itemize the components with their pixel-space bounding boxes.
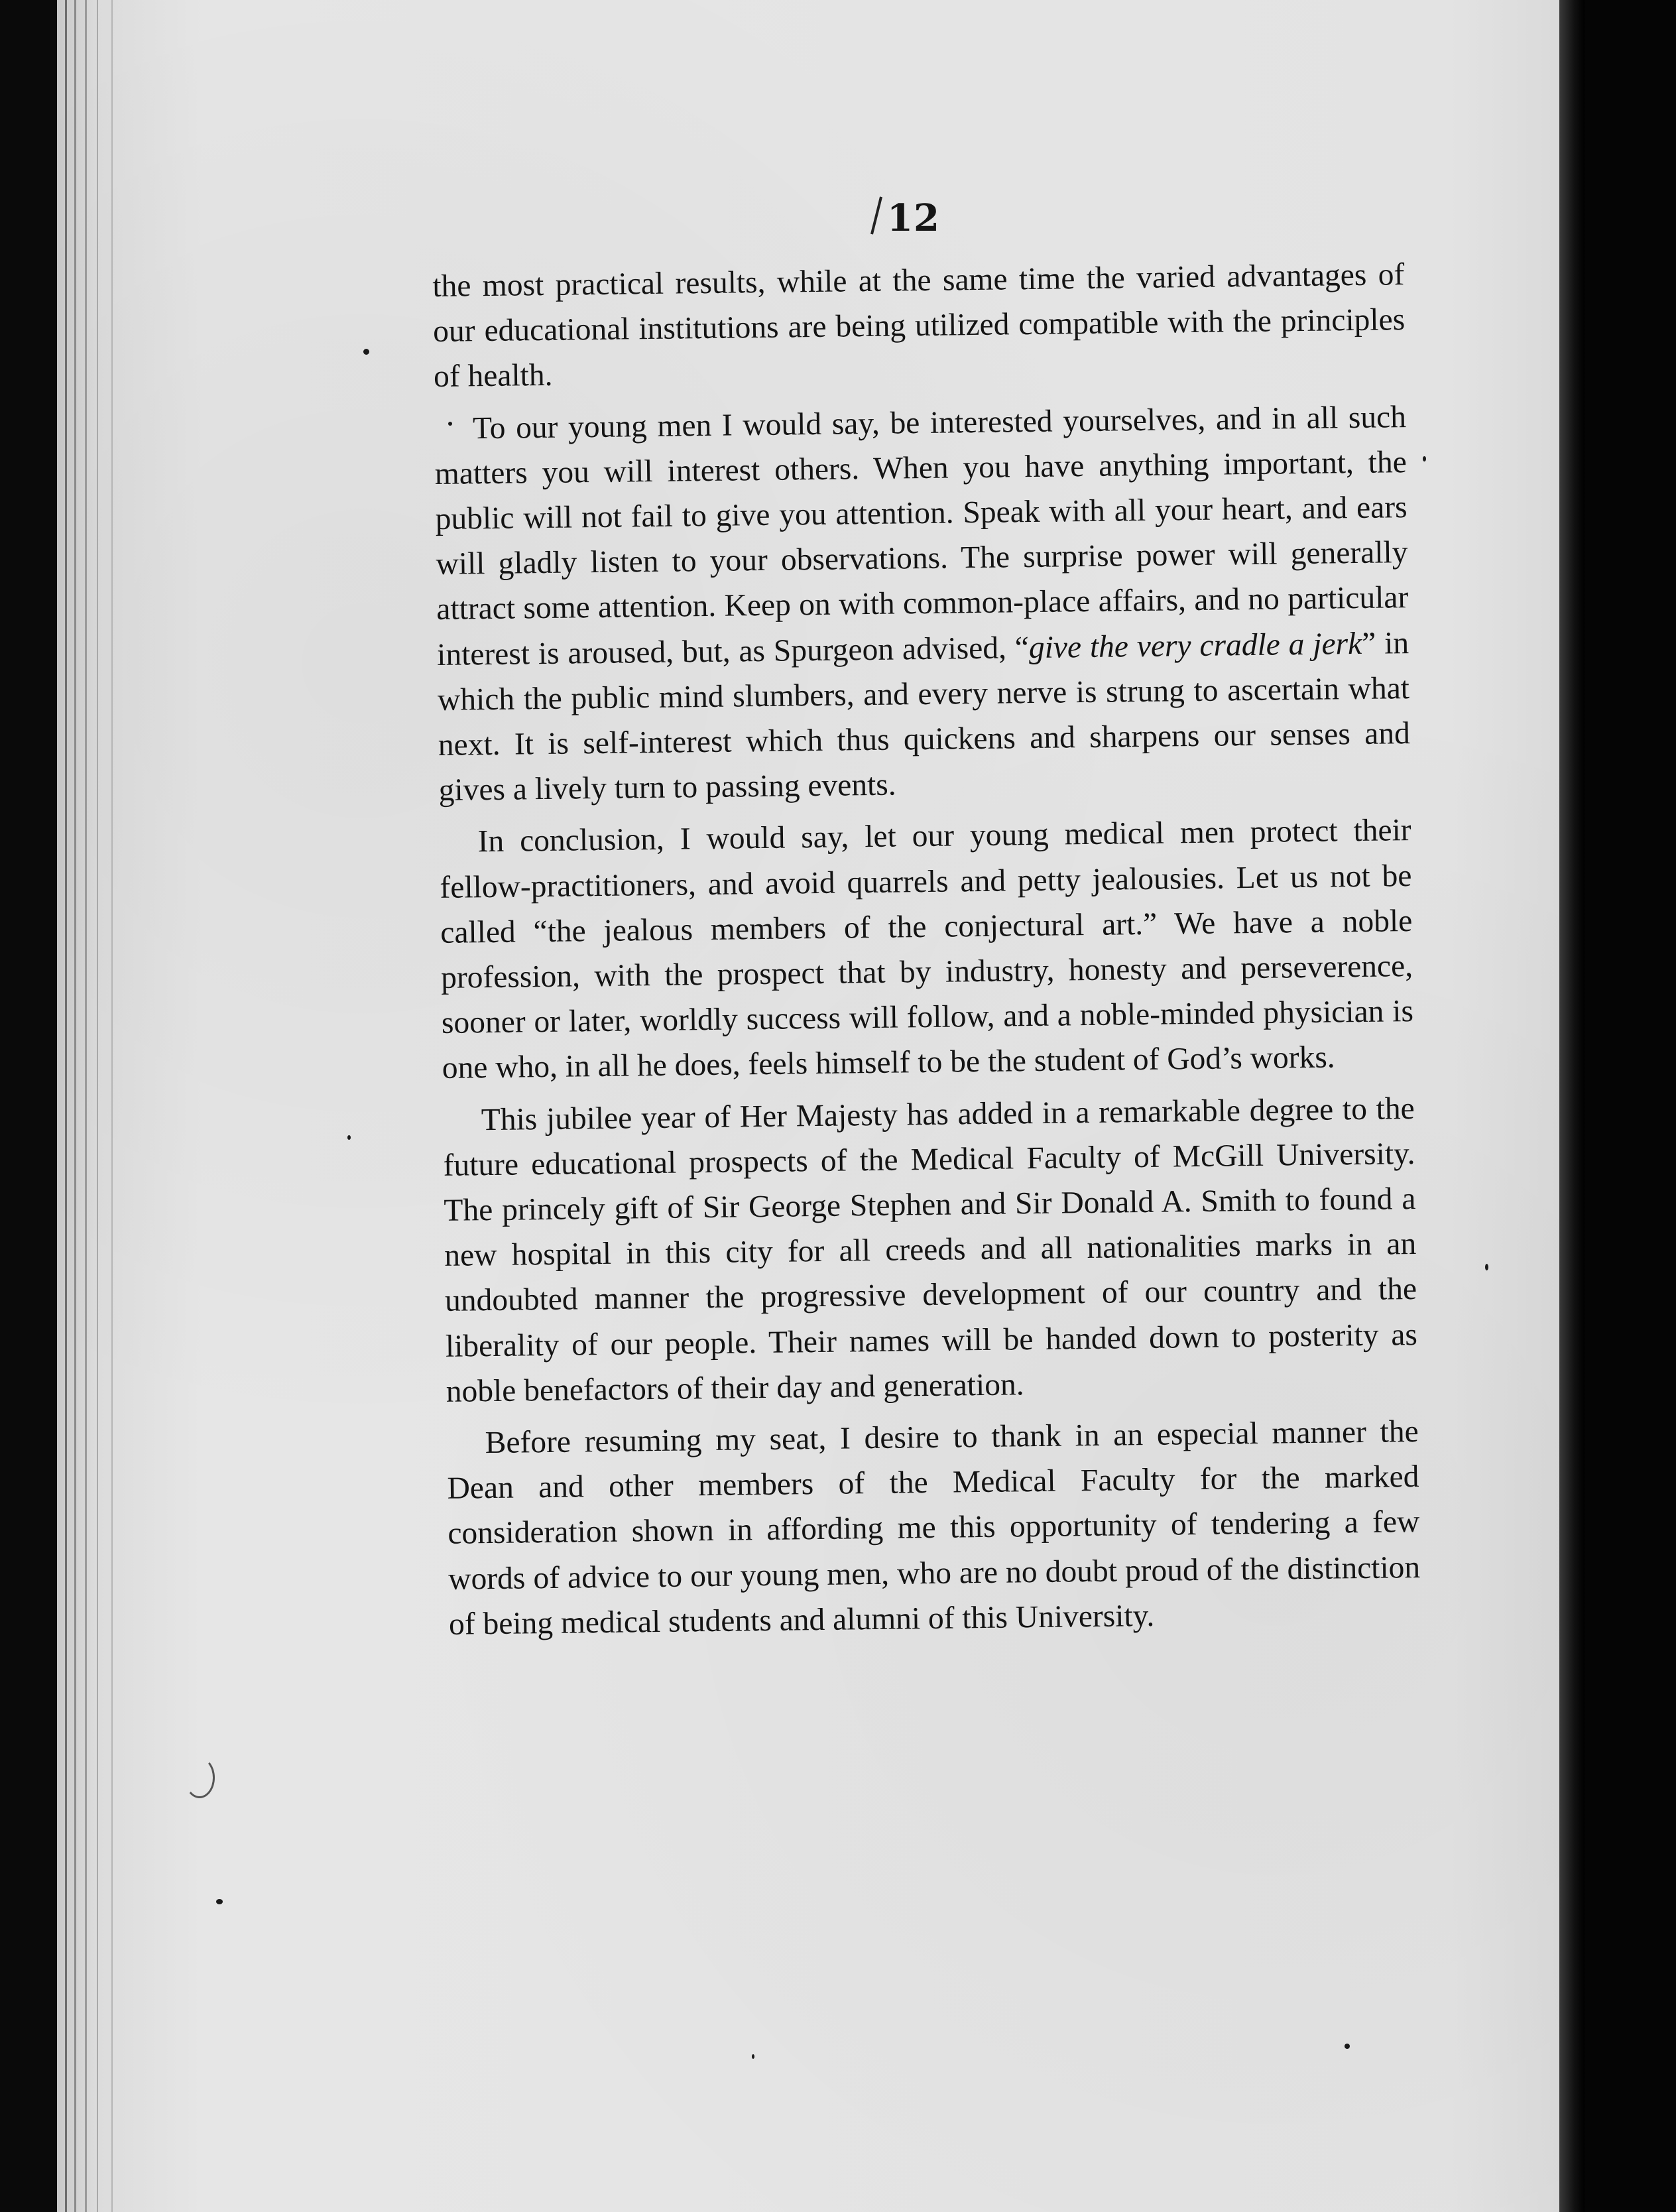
page-edge xyxy=(97,0,98,2212)
scan-speck xyxy=(363,349,369,355)
page-edge xyxy=(85,0,87,2212)
scan-speck xyxy=(752,2054,754,2059)
scan-artifact xyxy=(184,1757,215,1798)
scan-speck xyxy=(216,1899,223,1904)
scan-speck xyxy=(347,1135,351,1140)
scan-speck xyxy=(1485,1264,1488,1270)
paragraph: Before resuming my seat, I desire to thank in an especial manner the Dean and other members of the Medical Faculty for the marked consideration shown in affording me this opportunity of tendering a few words of advice to our young men, who are no doubt proud of the distinction of being medical students and alumni of this University. xyxy=(447,1414,1421,1642)
page-number xyxy=(875,196,940,240)
scan-speck xyxy=(1423,456,1426,461)
paragraph: In conclusion, I would say, let our young medical men protect their fellow-practitioners, and avoid quarrels and petty jealousies. Let us not be called “the jealous members of the conjectural art.” We have a noble profession, with the prospect that by industry, honesty and perseverence, sooner or later, worldly success will follow, and a noble-minded physician is one who, in all he does, feels himself to be the student of God’s works. xyxy=(440,813,1414,1086)
page-edge xyxy=(111,0,113,2212)
page-edge xyxy=(74,0,76,2212)
scan-margin xyxy=(1585,0,1676,2212)
scan-speck xyxy=(1345,2044,1350,2049)
body-text xyxy=(432,252,1421,1654)
page-edge xyxy=(65,0,67,2212)
paragraph xyxy=(434,395,1411,814)
scan-speck xyxy=(448,422,452,426)
italic-quote: give the very cradle a jerk xyxy=(1028,626,1362,665)
paragraph-text: To our young men I would say, be interested yourselves, and in all such matters you will interest others. When you have anything important, the public will not fail to give you attention. Speak with all your heart, and ears will gladly listen to your observations. The surprise power will generally attract some attention. Keep on with common-place affairs, and no particular interest is aroused, but, as Spurgeon advised, “ xyxy=(434,399,1409,672)
paragraph: the most practical results, while at the same time the varied advantages of our educational institutions are being utilized compatible with the principles of health. xyxy=(432,257,1406,395)
paragraph: This jubilee year of Her Majesty has added in a remarkable degree to the future educational prospects of the Medical Faculty of McGill University. The princely gift of Sir George Stephen and Sir Donald A. Smith to found a new hospital in this city for all creeds and all nationalities marks in an undoubted manner the progressive development of our country and the liberality of our people. Their names will be handed down to posterity as noble benefactors of their day and generation. xyxy=(443,1091,1418,1409)
binding-shadow xyxy=(1559,0,1585,2212)
paragraph-text: ” in which the public mind slumbers, and every nerve is strung to ascertain what next. It is self-interest which thus quickens and sharpens our senses and gives a lively turn to passing events. xyxy=(437,625,1411,808)
page-number-text: 12 xyxy=(887,196,940,240)
